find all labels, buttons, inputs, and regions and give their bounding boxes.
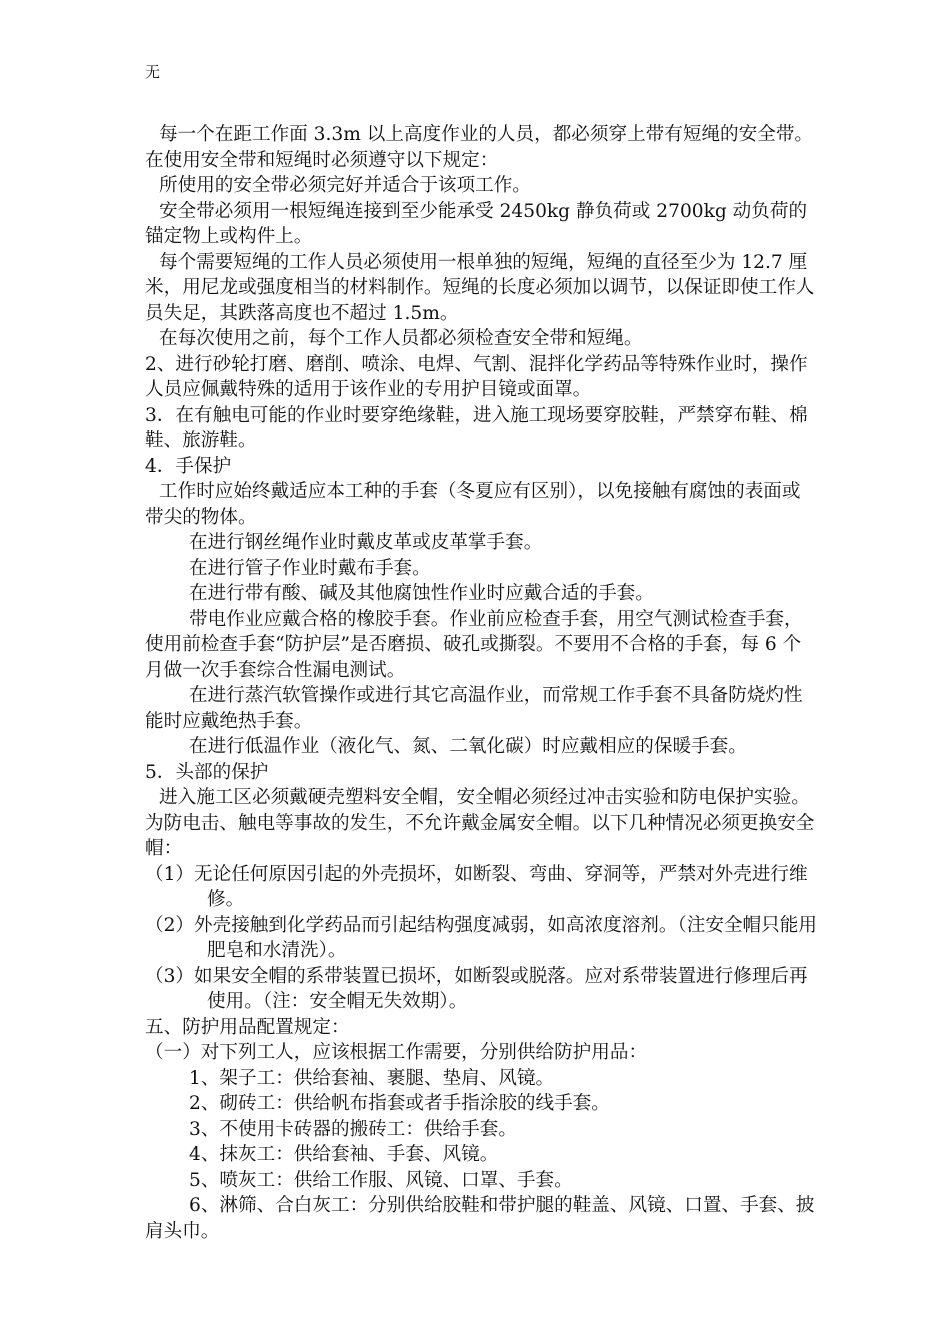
paragraph-safety-belt-rule-1: 所使用的安全带必须完好并适合于该项工作。 <box>159 175 531 196</box>
list-item-scaffolder: 1、架子工：供给套袖、裹腿、垫肩、风镜。 <box>189 1067 555 1089</box>
list-item-brick-carrier: 3、不使用卡砖器的搬砖工：供给手套。 <box>189 1118 517 1140</box>
list-item-bricklayer: 2、砌砖工：供给帆布指套或者手指涂胶的线手套。 <box>189 1093 610 1114</box>
paragraph-safety-belt-intro: 每一个在距工作面 3.3m 以上高度作业的人员，都必须穿上带有短绳的安全带。在使用安全带和短绳时必须遵守以下规定： <box>145 124 814 171</box>
paragraph-gloves-general: 工作时应始终戴适应本工种的手套（冬夏应有区别），以免接触有腐蚀的表面或带尖的物体。 <box>145 481 801 528</box>
paragraph-safety-belt-rule-3: 每个需要短绳的工作人员必须使用一根单独的短绳，短绳的直径至少为 12.7 厘米，用尼龙或强度相当的材料制作。短绳的长度必须加以调节，以保证即使工作人员失足，其跌落高度也不超过 1.5m。 <box>145 251 815 324</box>
paragraph-ppe-intro: （一）对下列工人，应该根据工作需要，分别供给防护用品： <box>145 1042 648 1063</box>
list-item-helmet-2: （2）外壳接触到化学药品而引起结构强度减弱，如高浓度溶剂。（注安全帽只能用肥皂和水清洗）。 <box>145 914 817 961</box>
list-item-helmet-1: （1）无论任何原因引起的外壳损坏，如断裂、弯曲、穿洞等，严禁对外壳进行维修。 <box>145 863 808 910</box>
paragraph-gloves-live-work: 带电作业应戴合格的橡胶手套。作业前应检查手套，用空气测试检查手套，使用前检查手套“防护层”是否磨损、破孔或撕裂。不要用不合格的手套，每 6 个月做一次手套综合性漏电测试。 <box>145 608 803 681</box>
heading-ppe-rules: 五、防护用品配置规定： <box>145 1016 350 1038</box>
list-item-lime-worker: 6、淋筛、合白灰工：分别供给胶鞋和带护腿的鞋盖、风镜、口置、手套、披肩头巾。 <box>145 1195 815 1242</box>
document-body <box>145 122 817 1244</box>
paragraph-safety-belt-rule-4: 在每次使用之前，每个工作人员都必须检查安全带和短绳。 <box>159 328 643 349</box>
paragraph-gloves-heat: 在进行蒸汽软管操作或进行其它高温作业，而常规工作手套不具备防烧灼性能时应戴绝热手套。 <box>145 685 803 732</box>
paragraph-helmet-general: 进入施工区必须戴硬壳塑料安全帽，安全帽必须经过冲击实验和防电保护实验。为防电击、触电等事故的发生，不允许戴金属安全帽。以下几种情况必须更换安全帽： <box>145 787 815 859</box>
list-item-plasterer: 4、抹灰工：供给套袖、手套、风镜。 <box>189 1144 499 1165</box>
paragraph-item-3: 3．在有触电可能的作业时要穿绝缘鞋，进入施工现场要穿胶鞋，严禁穿布鞋、棉鞋、旅游鞋。 <box>145 404 808 451</box>
paragraph-safety-belt-rule-2: 安全带必须用一根短绳连接到至少能承受 2450kg 静负荷或 2700kg 动负荷的锚定物上或构件上。 <box>145 200 808 247</box>
paragraph-item-2: 2、进行砂轮打磨、磨削、喷涂、电焊、气割、混拌化学药品等特殊作业时，操作人员应佩戴特殊的适用于该作业的专用护目镜或面罩。 <box>145 353 808 400</box>
list-item-sprayer: 5、喷灰工：供给工作服、风镜、口罩、手套。 <box>189 1169 573 1191</box>
paragraph-gloves-cold: 在进行低温作业（液化气、氮、二氧化碳）时应戴相应的保暖手套。 <box>189 736 747 757</box>
paragraph-gloves-wire-rope: 在进行钢丝绳作业时戴皮革或皮革掌手套。 <box>189 532 543 553</box>
paragraph-gloves-corrosive: 在进行带有酸、碱及其他腐蚀性作业时应戴合适的手套。 <box>189 583 654 604</box>
heading-head-protection: 5．头部的保护 <box>145 761 269 783</box>
list-item-helmet-3: （3）如果安全帽的系带装置已损坏，如断裂或脱落。应对系带装置进行修理后再使用。（注：安全帽无失效期）。 <box>145 965 808 1012</box>
paragraph-gloves-pipe: 在进行管子作业时戴布手套。 <box>189 557 431 579</box>
page-header: 无 <box>145 63 161 81</box>
heading-hand-protection: 4．手保护 <box>145 455 232 477</box>
